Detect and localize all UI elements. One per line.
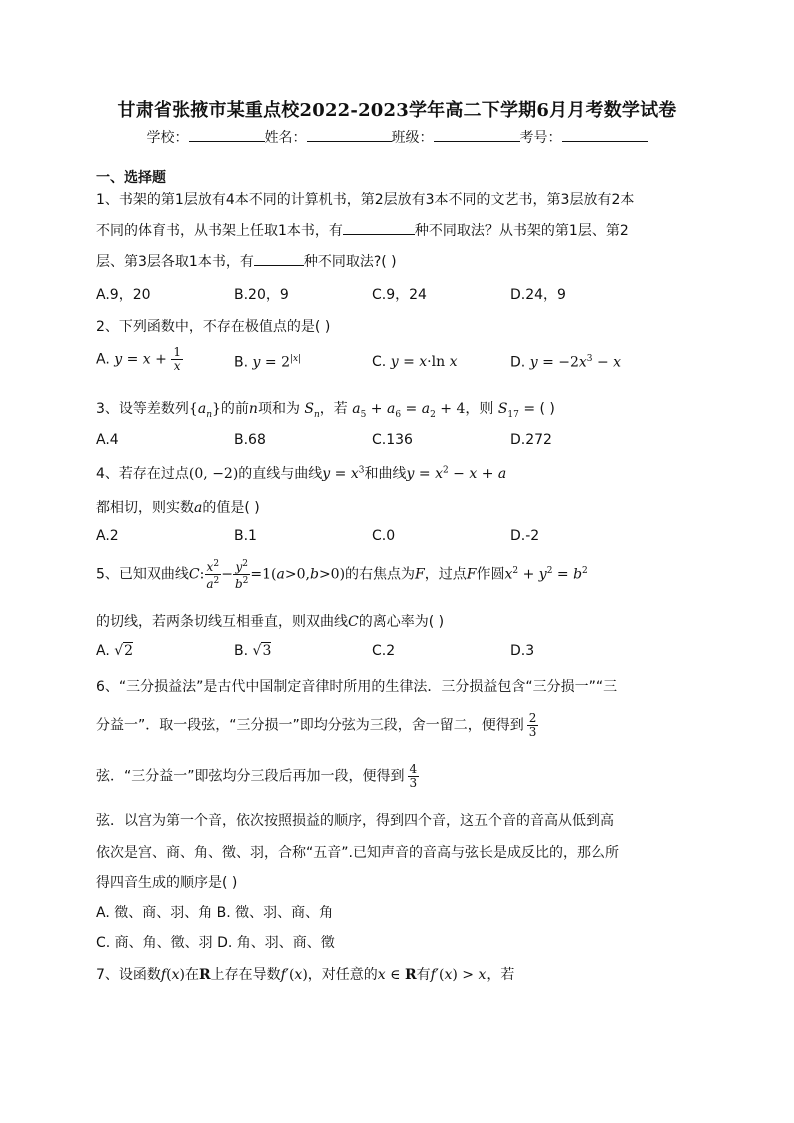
q6-line1: 6、“三分损益法”是古代中国制定音律时所用的生律法．三分损益包含“三分损一”“三 (96, 679, 618, 695)
exam-title: 甘肃省张掖市某重点校2022-2023学年高二下学期6月月考数学试卷 (117, 100, 677, 121)
name-label: 姓名： (264, 130, 307, 146)
name-blank[interactable] (307, 127, 392, 142)
class-blank[interactable] (434, 127, 520, 142)
q7-stem: 7、设函数f(x)在R上存在导数f′(x)，对任意的x ∈ R有f′(x) > x，若 (96, 967, 515, 983)
q2-option-c: C. y = x·ln x (372, 354, 458, 370)
section-title: 一、选择题 (96, 170, 166, 186)
q2-option-a: A. y = x + $\frac{1}{x}$ (96, 345, 181, 373)
school-label: 学校： (146, 130, 189, 146)
q3-option-c: C.136 (372, 432, 413, 448)
id-label: 考号： (519, 130, 562, 146)
q2-stem: 2、下列函数中，不存在极值点的是( ) (96, 319, 331, 335)
q4-line2: 都相切，则实数a的值是( ) (96, 500, 260, 516)
id-blank[interactable] (562, 127, 648, 142)
q4-option-b: B.1 (234, 528, 257, 544)
q6-options-ab: A. 徵、商、羽、角 B. 徵、羽、商、角 (96, 905, 334, 921)
q4-option-d: D.-2 (510, 528, 540, 544)
q1-option-d: D.24，9 (510, 287, 566, 303)
q5-stem: 5、已知双曲线C: $\frac{x^2}{a^2}$ − $\frac{y^2}{b^2}$ =1(a>0,b>0)的右焦点为F，过点F作圆$x^2 + y^2 = b^2$ (96, 559, 588, 591)
q6-line6: 得四音生成的顺序是( ) (96, 875, 238, 891)
fraction: $\frac{1}{x}$ (173, 345, 181, 373)
q5-line2: 的切线，若两条切线互相垂直，则双曲线C的离心率为( ) (96, 614, 445, 630)
q3-stem: 3、设等差数列$\{a_n\}$的前n项和为 $S_n$，若 $a_5 + a_6 = a_2 + 4$，则 $S_{17}$ = ( ) (96, 401, 555, 420)
q5-option-d: D.3 (510, 643, 535, 659)
q6-line5: 依次是宫、商、角、徵、羽，合称“五音”.已知声音的音高与弦长是成反比的，那么所 (96, 845, 619, 861)
q2-option-d: D. $y = -2x^3 - x$ (510, 354, 622, 371)
class-label: 班级： (391, 130, 434, 146)
q5-option-b: B. √3 (234, 643, 272, 659)
q1-option-b: B.20，9 (234, 287, 289, 303)
q6-line3: 弦．“三分益一”即弦均分三段后再加一段，便得到 $\frac{4}{3}$ (96, 762, 418, 790)
q3-option-a: A.4 (96, 432, 119, 448)
student-info-row (0, 127, 794, 147)
q1-line1: 1、书架的第1层放有4本不同的计算机书，第2层放有3本不同的文艺书，第3层放有2本 (96, 192, 635, 208)
q1-option-a: A.9，20 (96, 287, 151, 303)
q2-option-b: B. $y = 2^{|x|}$ (234, 354, 302, 371)
q5-option-a: A. √2 (96, 643, 134, 659)
q5-option-c: C.2 (372, 643, 396, 659)
q6-options-cd: C. 商、角、徵、羽 D. 角、羽、商、徵 (96, 935, 335, 951)
q1-blank2 (254, 253, 304, 266)
q1-blank1 (343, 222, 415, 235)
q4-option-c: C.0 (372, 528, 396, 544)
q1-line3: 层、第3层各取1本书，有 种不同取法?( ) (96, 254, 397, 270)
q6-line4: 弦．以宫为第一个音，依次按照损益的顺序，得到四个音，这五个音的音高从低到高 (96, 813, 614, 829)
q3-option-b: B.68 (234, 432, 266, 448)
q1-line2: 不同的体育书，从书架上任取1本书，有 种不同取法？从书架的第1层、第2 (96, 223, 629, 239)
q3-option-d: D.272 (510, 432, 552, 448)
school-blank[interactable] (189, 127, 265, 142)
q4-stem: 4、若存在过点(0, −2)的直线与曲线$y = x^3$和曲线$y = x^2 - x + a$ (96, 465, 507, 482)
q4-option-a: A.2 (96, 528, 119, 544)
q6-line2: 分益一”．取一段弦，“三分损一”即均分弦为三段，舍一留二，便得到 $\frac{2}{3}$ (96, 711, 537, 739)
q1-option-c: C.9，24 (372, 287, 427, 303)
